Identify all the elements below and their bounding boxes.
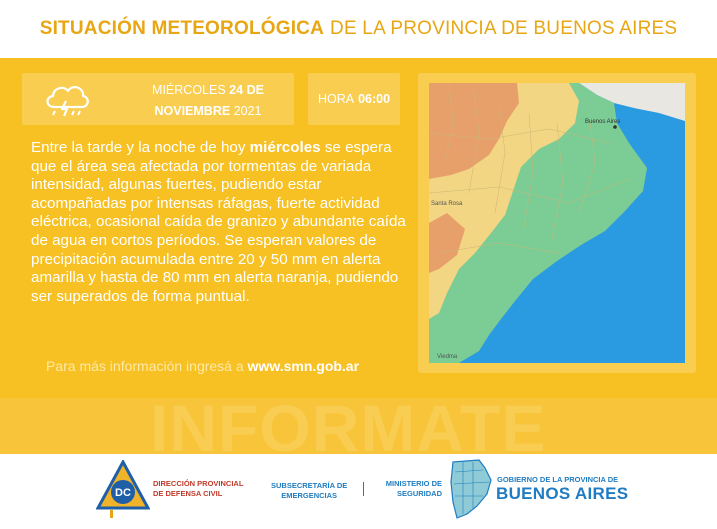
sub-line1: SUBSECRETARÍA DE: [271, 481, 348, 490]
min-line1: MINISTERIO DE: [385, 479, 442, 488]
dc-line1: DIRECCIÓN PROVINCIAL: [153, 479, 244, 488]
page-header: [0, 0, 717, 58]
defensa-civil-logo: [96, 460, 150, 520]
storm-cloud-icon: [42, 79, 92, 119]
defensa-civil-text: [153, 479, 243, 499]
informate-band: [0, 398, 717, 454]
date-day-name: MIÉRCOLES: [152, 83, 226, 97]
smn-link[interactable]: www.smn.gob.ar: [247, 358, 360, 374]
date-box: [22, 73, 294, 125]
province-map: [429, 83, 685, 363]
forecast-text: [31, 139, 411, 306]
report-panel: [0, 58, 717, 454]
hour-label: HORA: [317, 92, 355, 106]
more-info-text: Para más información ingresá a: [46, 358, 244, 374]
alert-map: [418, 73, 696, 373]
forecast-text-part1: Entre la tarde y la noche de hoy: [31, 139, 250, 156]
label-buenos-aires: Buenos Aires: [585, 119, 621, 125]
footer-divider: [363, 482, 364, 496]
min-line2: SEGURIDAD: [396, 489, 442, 498]
header-title-rest: DE LA PROVINCIA DE BUENOS AIRES: [330, 18, 678, 39]
gobierno-text: GOBIERNO DE LA PROVINCIA DE: [497, 475, 619, 484]
label-viedma: Viedma: [437, 354, 458, 360]
forecast-text-part2: se espera que el área sea afectada por tormentas de variada intensidad, algunas fuertes, pudiendo estar acompañadas por intensas ráfagas, fuerte actividad eléctrica, ocasional caída de granizo y abundante caída de agua en cortos períodos. Se esperan valores de precipitación acumulada entre 20 y 50 mm en alerta amarilla y hasta de 80 mm en alerta naranja, pudiendo ser superados de forma puntual.: [31, 139, 406, 305]
sub-line2: EMERGENCIAS: [281, 491, 338, 500]
date-month: NOVIEMBRE: [154, 104, 231, 118]
forecast-highlight: miércoles: [249, 139, 321, 156]
dc-line2: DE DEFENSA CIVIL: [153, 489, 223, 498]
label-santa-rosa: Santa Rosa: [431, 201, 463, 207]
footer: [0, 454, 717, 529]
ministerio-text: [372, 479, 442, 499]
hour-box: [308, 73, 400, 125]
informate-watermark: INFORMATE: [150, 398, 547, 454]
buenos-aires-text: BUENOS AIRES: [496, 484, 629, 503]
more-info: [46, 358, 359, 374]
date-text: [122, 80, 294, 122]
dc-badge-text: DC: [115, 487, 131, 499]
date-year: 2021: [233, 104, 262, 118]
date-de: DE: [246, 83, 264, 97]
city-marker: [613, 125, 617, 129]
hour-value: 06:00: [358, 92, 391, 106]
header-title-bold: SITUACIÓN METEOROLÓGICA: [39, 18, 325, 39]
subsecretaria-text: [271, 481, 347, 501]
provincia-map-icon: [449, 458, 493, 520]
date-day: 24: [229, 83, 244, 97]
